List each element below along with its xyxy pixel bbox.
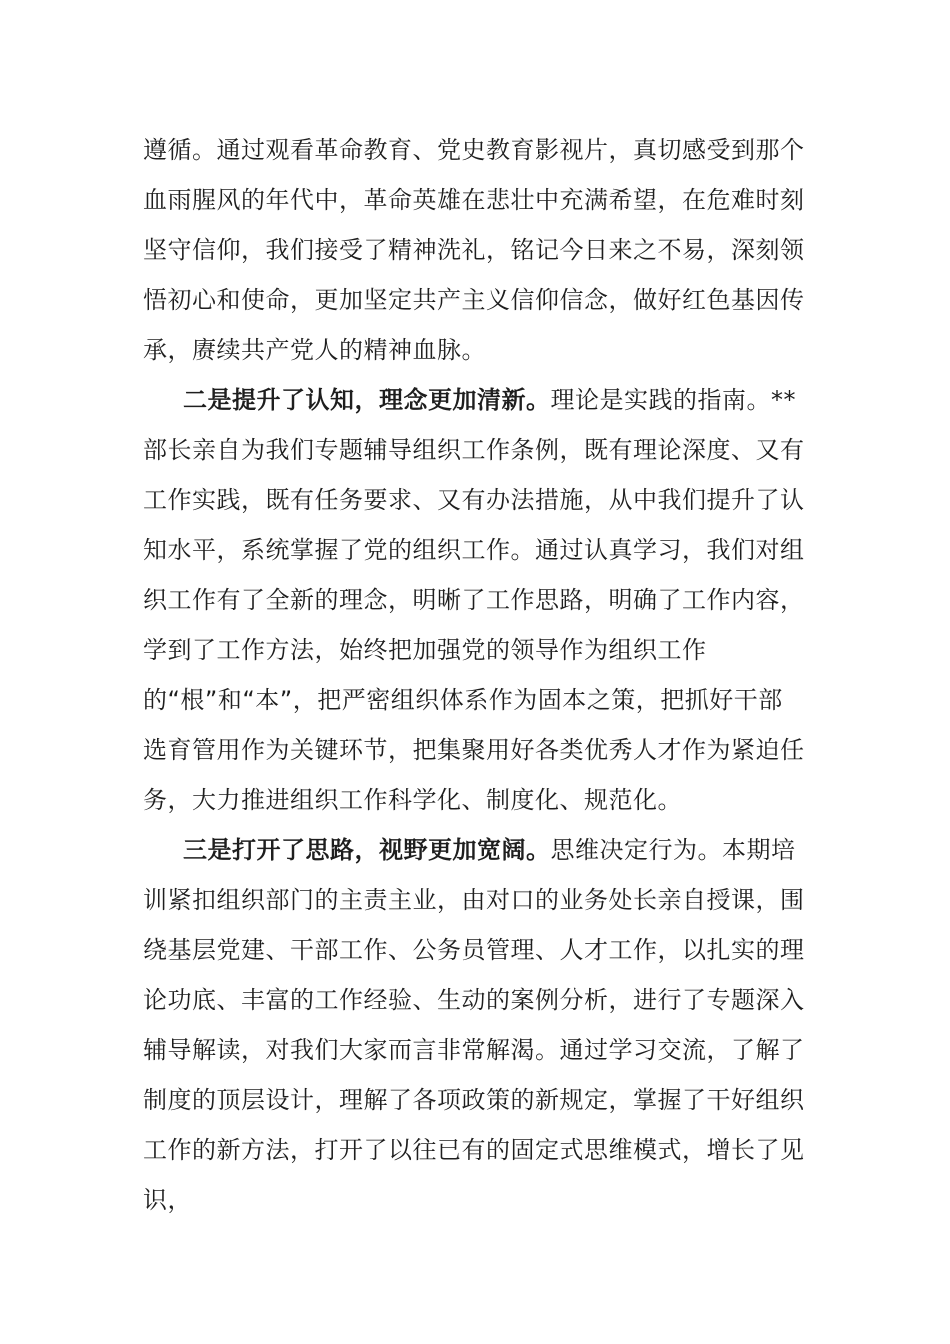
paragraph-1-text: 遵循。通过观看革命教育、党史教育影视片，真切感受到那个血雨腥风的年代中，革命英雄在悲壮中充满希望，在危难时刻坚守信仰，我们接受了精神洗礼，铭记今日来之不易，深刻领悟初心和使命，更加坚定共产主义信仰信念，做好红色基因传承，赓续共产党人的精神血脉。 xyxy=(143,136,805,364)
paragraph-2-lead: 二是提升了认知，理念更加清新。 xyxy=(183,386,551,414)
paragraph-3 xyxy=(143,825,807,1225)
paragraph-1 xyxy=(143,125,807,375)
paragraph-2-text: 理论是实践的指南。**部长亲自为我们专题辅导组织工作条例，既有理论深度、又有工作实践，既有任务要求、又有办法措施，从中我们提升了认知水平，系统掌握了党的组织工作。通过认真学习，我们对组织工作有了全新的理念，明晰了工作思路，明确了工作内容，学到了工作方法，始终把加强党的领导作为组织工作的“根”和“本”，把严密组织体系作为固本之策，把抓好干部选育管用作为关键环节，把集聚用好各类优秀人才作为紧迫任务，大力推进组织工作科学化、制度化、规范化。 xyxy=(143,386,805,814)
paragraph-2 xyxy=(143,375,807,825)
paragraph-3-text: 思维决定行为。本期培训紧扣组织部门的主责主业，由对口的业务处长亲自授课，围绕基层党建、干部工作、公务员管理、人才工作，以扎实的理论功底、丰富的工作经验、生动的案例分析，进行了专题深入辅导解读，对我们大家而言非常解渴。通过学习交流，了解了制度的顶层设计，理解了各项政策的新规定，掌握了干好组织工作的新方法，打开了以往已有的固定式思维模式，增长了见识， xyxy=(143,836,805,1214)
document-body xyxy=(143,125,807,1225)
paragraph-3-lead: 三是打开了思路，视野更加宽阔。 xyxy=(183,836,551,864)
